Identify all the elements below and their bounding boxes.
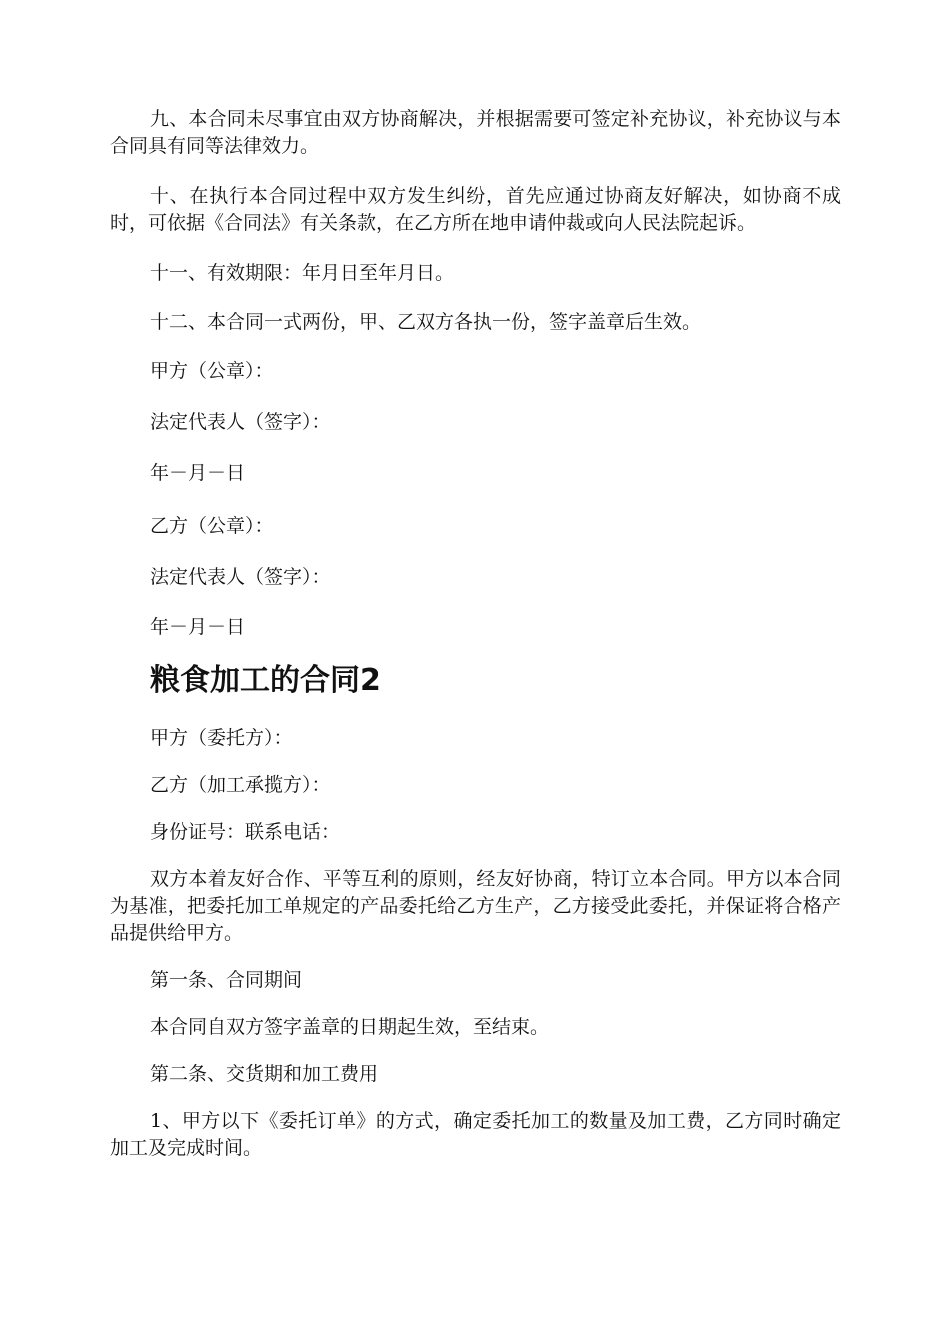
article-one-heading: 第一条、合同期间 <box>150 969 303 991</box>
party-b-representative: 法定代表人（签字）： <box>150 566 331 588</box>
party-b-processor: 乙方（加工承揽方）： <box>150 774 331 796</box>
section-title: 粮食加工的合同2 <box>150 663 381 698</box>
party-b-date: 年－月－日 <box>150 616 246 638</box>
clause-nine: 九、本合同未尽事宜由双方协商解决，并根据需要可签定补充协议，补充协议与本合同具有同等法律效力。 <box>110 108 841 157</box>
party-b-seal: 乙方（公章）： <box>150 515 274 537</box>
party-a-date: 年－月－日 <box>150 462 246 484</box>
id-and-phone: 身份证号：联系电话： <box>150 821 341 843</box>
article-two-item-one: 1、甲方以下《委托订单》的方式，确定委托加工的数量及加工费，乙方同时确定加工及完成时间。 <box>110 1110 841 1159</box>
document-page <box>110 96 841 1162</box>
preamble: 双方本着友好合作、平等互利的原则，经友好协商，特订立本合同。甲方以本合同为基准，把委托加工单规定的产品委托给乙方生产，乙方接受此委托，并保证将合格产品提供给甲方。 <box>110 868 841 944</box>
clause-eleven: 十一、有效期限：年月日至年月日。 <box>150 262 455 284</box>
clause-twelve: 十二、本合同一式两份，甲、乙双方各执一份，签字盖章后生效。 <box>150 311 702 333</box>
clause-ten: 十、在执行本合同过程中双方发生纠纷，首先应通过协商友好解决，如协商不成时，可依据《合同法》有关条款，在乙方所在地申请仲裁或向人民法院起诉。 <box>110 185 841 234</box>
party-a-client: 甲方（委托方）： <box>150 727 293 749</box>
article-two-heading: 第二条、交货期和加工费用 <box>150 1063 379 1085</box>
party-a-representative: 法定代表人（签字）： <box>150 411 331 433</box>
party-a-seal: 甲方（公章）： <box>150 360 274 382</box>
article-one-body: 本合同自双方签字盖章的日期起生效，至结束。 <box>150 1016 550 1038</box>
